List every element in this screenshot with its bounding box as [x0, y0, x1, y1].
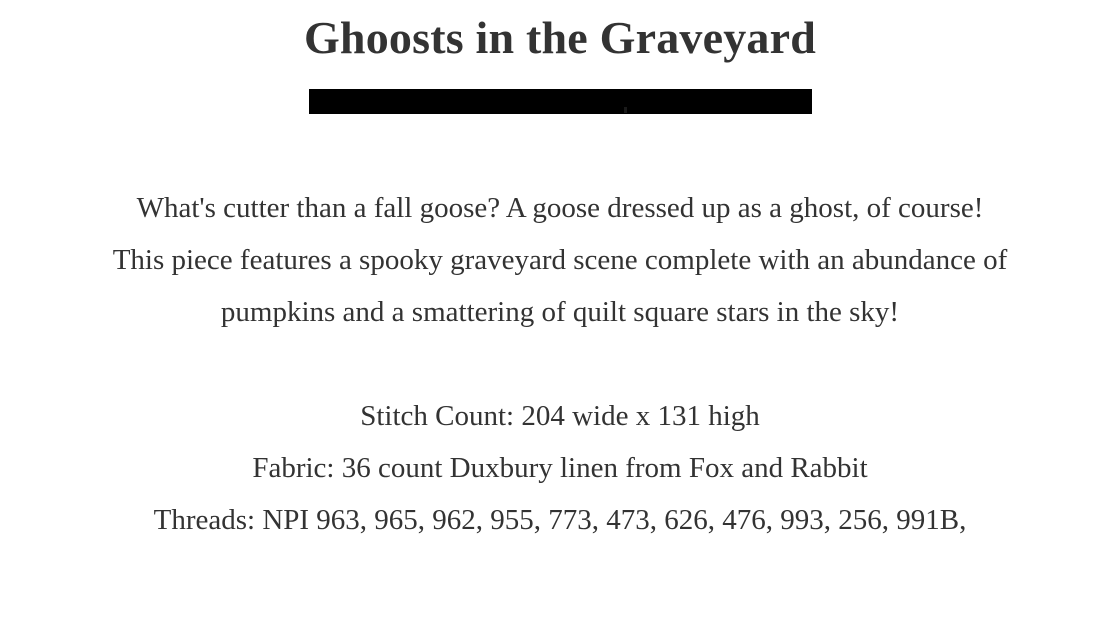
product-description: [110, 182, 1010, 546]
banner-mark: [624, 107, 627, 113]
banner-image: [309, 89, 812, 114]
fabric-line: Fabric: 36 count Duxbury linen from Fox and Rabbit: [252, 452, 868, 484]
description-paragraph: What's cutter than a fall goose? A goose dressed up as a ghost, of course! This piece features a spooky graveyard scene complete with an abundance of pumpkins and a smattering of quilt square stars in the sky!: [112, 192, 1008, 328]
threads-line: Threads: NPI 963, 965, 962, 955, 773, 473, 626, 476, 993, 256, 991B,: [153, 504, 967, 536]
paragraph-spacer: [110, 338, 1010, 390]
stitch-count-line: Stitch Count: 204 wide x 131 high: [360, 400, 760, 432]
page-title: Ghoosts in the Graveyard: [303, 12, 817, 63]
